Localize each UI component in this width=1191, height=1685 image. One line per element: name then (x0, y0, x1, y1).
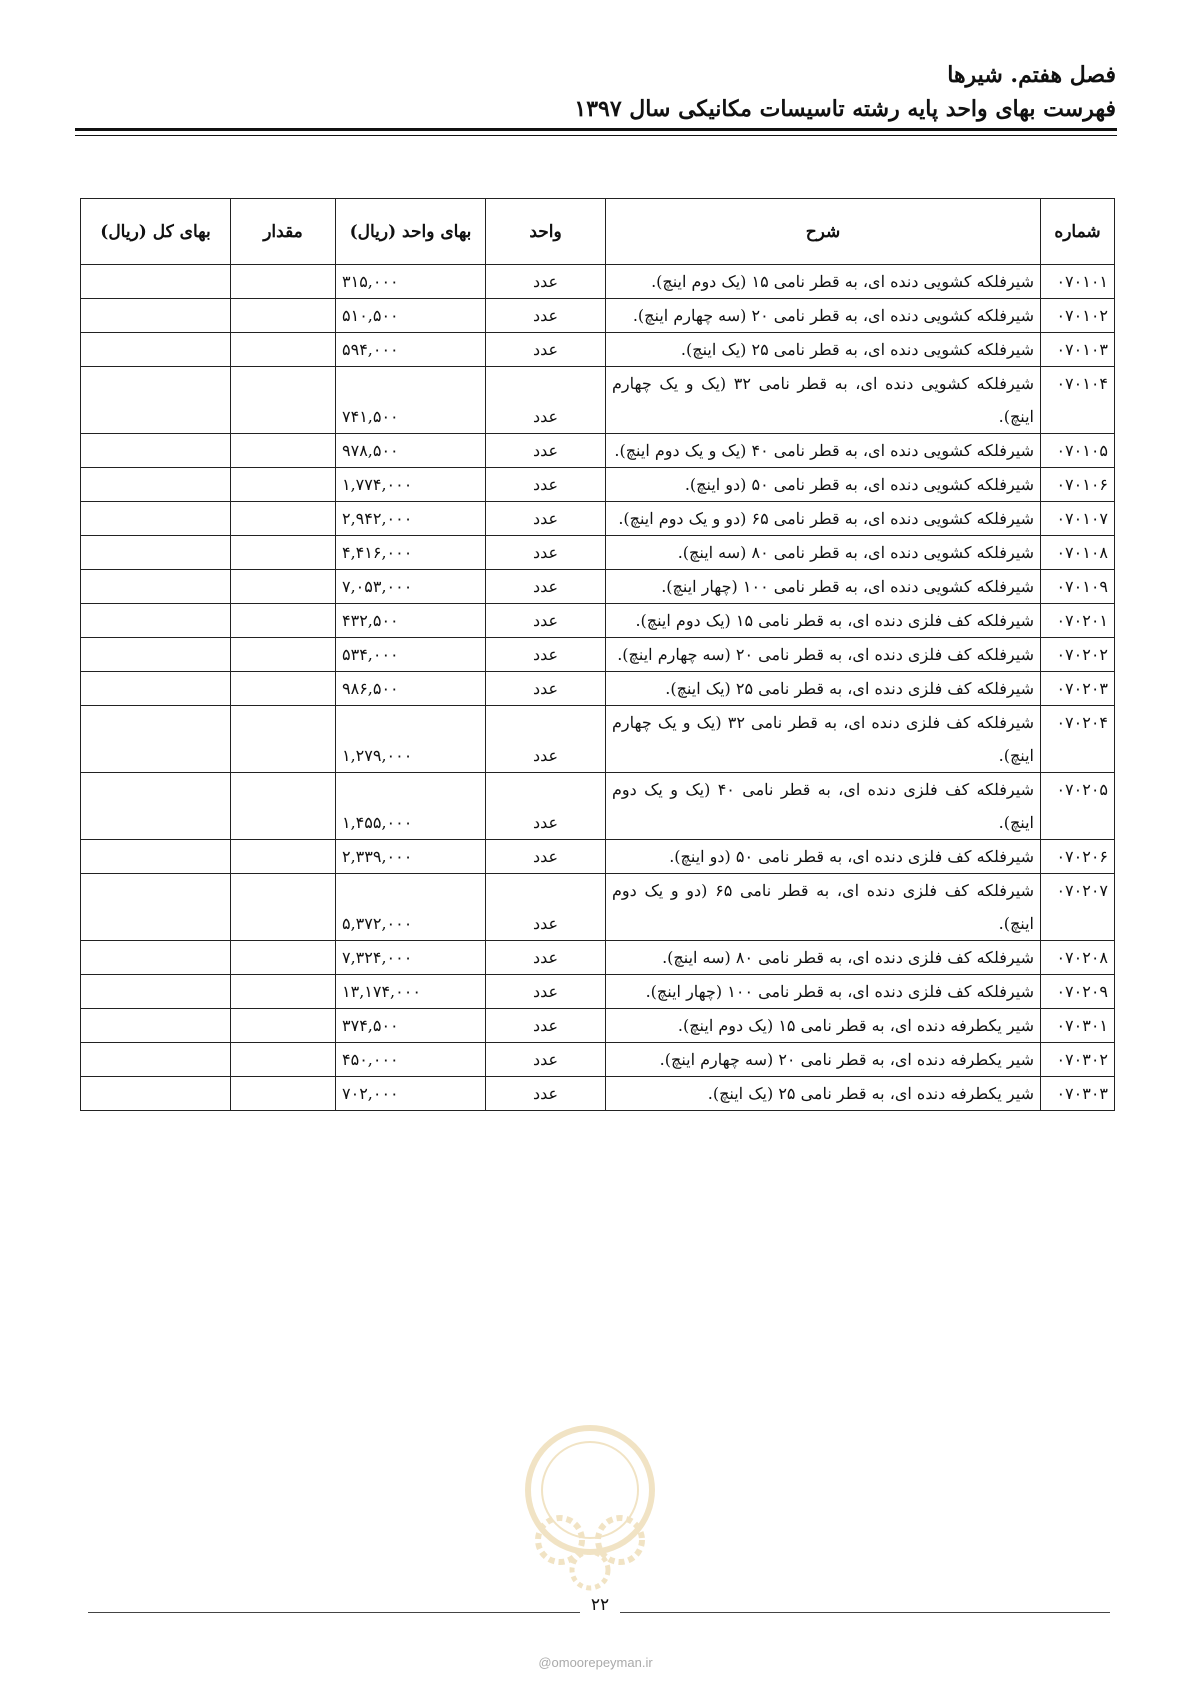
cell-number: ۰۷۰۱۰۷ (1041, 502, 1115, 536)
cell-quantity (231, 367, 336, 434)
cell-unit: عدد (486, 333, 606, 367)
gear-seal-icon (515, 1420, 665, 1600)
cell-unit-price: ۵۹۴,۰۰۰ (336, 333, 486, 367)
cell-unit-price: ۵,۳۷۲,۰۰۰ (336, 874, 486, 941)
cell-total (81, 1077, 231, 1111)
cell-description: شیرفلکه کف فلزی دنده ای، به قطر نامی ۸۰ (سه اینچ). (606, 941, 1041, 975)
cell-quantity (231, 1009, 336, 1043)
table-row (81, 604, 1115, 638)
cell-unit-price: ۹۸۶,۵۰۰ (336, 672, 486, 706)
cell-unit: عدد (486, 773, 606, 840)
cell-quantity (231, 840, 336, 874)
cell-unit-price: ۵۱۰,۵۰۰ (336, 299, 486, 333)
cell-unit: عدد (486, 638, 606, 672)
header-total: بهای کل (ریال) (81, 199, 231, 265)
cell-unit: عدد (486, 367, 606, 434)
cell-unit-price: ۲,۳۳۹,۰۰۰ (336, 840, 486, 874)
cell-description: شیر یکطرفه دنده ای، به قطر نامی ۱۵ (یک دوم اینچ). (606, 1009, 1041, 1043)
cell-unit: عدد (486, 604, 606, 638)
website-watermark: @omoorepeyman.ir (538, 1655, 653, 1670)
cell-description: شیر یکطرفه دنده ای، به قطر نامی ۲۵ (یک اینچ). (606, 1077, 1041, 1111)
cell-total (81, 299, 231, 333)
cell-unit: عدد (486, 874, 606, 941)
cell-quantity (231, 706, 336, 773)
cell-total (81, 333, 231, 367)
cell-description: شیرفلکه کشویی دنده ای، به قطر نامی ۶۵ (دو و یک دوم اینچ). (606, 502, 1041, 536)
cell-unit-price: ۱۳,۱۷۴,۰۰۰ (336, 975, 486, 1009)
cell-quantity (231, 468, 336, 502)
header-unit: واحد (486, 199, 606, 265)
cell-unit: عدد (486, 1077, 606, 1111)
cell-total (81, 502, 231, 536)
cell-description: شیرفلکه کف فلزی دنده ای، به قطر نامی ۲۰ (سه چهارم اینچ). (606, 638, 1041, 672)
table-row (81, 367, 1115, 434)
cell-number: ۰۷۰۲۰۴ (1041, 706, 1115, 773)
page-number: ۲۲ (580, 1595, 620, 1615)
cell-description: شیرفلکه کف فلزی دنده ای، به قطر نامی ۴۰ (یک و یک دوم اینچ). (606, 773, 1041, 840)
table-row (81, 468, 1115, 502)
cell-number: ۰۷۰۳۰۱ (1041, 1009, 1115, 1043)
table-row (81, 333, 1115, 367)
cell-unit: عدد (486, 672, 606, 706)
cell-unit: عدد (486, 536, 606, 570)
cell-total (81, 1043, 231, 1077)
cell-total (81, 536, 231, 570)
cell-description: شیرفلکه کشویی دنده ای، به قطر نامی ۱۰۰ (چهار اینچ). (606, 570, 1041, 604)
table-row (81, 706, 1115, 773)
table-row (81, 299, 1115, 333)
cell-number: ۰۷۰۱۰۶ (1041, 468, 1115, 502)
cell-description: شیرفلکه کشویی دنده ای، به قطر نامی ۲۵ (یک اینچ). (606, 333, 1041, 367)
cell-unit-price: ۵۳۴,۰۰۰ (336, 638, 486, 672)
table-row (81, 840, 1115, 874)
cell-unit: عدد (486, 265, 606, 299)
cell-unit: عدد (486, 434, 606, 468)
cell-unit-price: ۱,۴۵۵,۰۰۰ (336, 773, 486, 840)
cell-unit-price: ۲,۹۴۲,۰۰۰ (336, 502, 486, 536)
cell-total (81, 706, 231, 773)
chapter-title: فصل هفتم. شیرها (947, 62, 1116, 88)
cell-description: شیرفلکه کشویی دنده ای، به قطر نامی ۵۰ (دو اینچ). (606, 468, 1041, 502)
cell-total (81, 975, 231, 1009)
cell-description: شیرفلکه کف فلزی دنده ای، به قطر نامی ۵۰ (دو اینچ). (606, 840, 1041, 874)
cell-number: ۰۷۰۱۰۱ (1041, 265, 1115, 299)
header-unit-price: بهای واحد (ریال) (336, 199, 486, 265)
cell-quantity (231, 333, 336, 367)
cell-quantity (231, 975, 336, 1009)
cell-unit-price: ۷۴۱,۵۰۰ (336, 367, 486, 434)
cell-number: ۰۷۰۱۰۵ (1041, 434, 1115, 468)
cell-quantity (231, 502, 336, 536)
table-body (81, 265, 1115, 1111)
cell-quantity (231, 604, 336, 638)
cell-description: شیرفلکه کف فلزی دنده ای، به قطر نامی ۲۵ (یک اینچ). (606, 672, 1041, 706)
table-row (81, 536, 1115, 570)
table-row (81, 502, 1115, 536)
cell-total (81, 1009, 231, 1043)
cell-description: شیرفلکه کشویی دنده ای، به قطر نامی ۲۰ (سه چهارم اینچ). (606, 299, 1041, 333)
cell-number: ۰۷۰۱۰۹ (1041, 570, 1115, 604)
cell-quantity (231, 1077, 336, 1111)
cell-quantity (231, 638, 336, 672)
cell-description: شیرفلکه کف فلزی دنده ای، به قطر نامی ۳۲ (یک و یک چهارم اینچ). (606, 706, 1041, 773)
cell-quantity (231, 773, 336, 840)
cell-total (81, 570, 231, 604)
cell-unit: عدد (486, 468, 606, 502)
table-header-row (81, 199, 1115, 265)
cell-unit: عدد (486, 502, 606, 536)
cell-unit: عدد (486, 1043, 606, 1077)
table-row (81, 638, 1115, 672)
header-rule-thick (75, 128, 1117, 131)
cell-unit: عدد (486, 941, 606, 975)
cell-total (81, 874, 231, 941)
cell-quantity (231, 874, 336, 941)
cell-unit-price: ۷۰۲,۰۰۰ (336, 1077, 486, 1111)
cell-description: شیرفلکه کشویی دنده ای، به قطر نامی ۸۰ (سه اینچ). (606, 536, 1041, 570)
cell-quantity (231, 570, 336, 604)
cell-unit: عدد (486, 1009, 606, 1043)
cell-total (81, 773, 231, 840)
table-row (81, 672, 1115, 706)
page-header (66, 58, 1116, 126)
cell-total (81, 367, 231, 434)
header-quantity: مقدار (231, 199, 336, 265)
header-rule-thin (75, 135, 1117, 136)
table-row (81, 941, 1115, 975)
cell-number: ۰۷۰۲۰۱ (1041, 604, 1115, 638)
table-row (81, 874, 1115, 941)
cell-unit-price: ۱,۲۷۹,۰۰۰ (336, 706, 486, 773)
cell-total (81, 604, 231, 638)
cell-number: ۰۷۰۲۰۲ (1041, 638, 1115, 672)
cell-quantity (231, 672, 336, 706)
cell-total (81, 840, 231, 874)
table-row (81, 434, 1115, 468)
cell-description: شیرفلکه کف فلزی دنده ای، به قطر نامی ۶۵ (دو و یک دوم اینچ). (606, 874, 1041, 941)
cell-quantity (231, 434, 336, 468)
table-row (81, 975, 1115, 1009)
cell-unit: عدد (486, 840, 606, 874)
document-subtitle: فهرست بهای واحد پایه رشته تاسیسات مکانیکی سال ۱۳۹۷ (574, 96, 1116, 122)
table-row (81, 1043, 1115, 1077)
cell-total (81, 265, 231, 299)
cell-number: ۰۷۰۲۰۵ (1041, 773, 1115, 840)
cell-unit: عدد (486, 570, 606, 604)
cell-quantity (231, 265, 336, 299)
cell-unit-price: ۳۷۴,۵۰۰ (336, 1009, 486, 1043)
cell-description: شیرفلکه کشویی دنده ای، به قطر نامی ۴۰ (یک و یک دوم اینچ). (606, 434, 1041, 468)
cell-description: شیرفلکه کف فلزی دنده ای، به قطر نامی ۱۵ (یک دوم اینچ). (606, 604, 1041, 638)
cell-unit: عدد (486, 299, 606, 333)
cell-number: ۰۷۰۱۰۲ (1041, 299, 1115, 333)
cell-description: شیرفلکه کف فلزی دنده ای، به قطر نامی ۱۰۰ (چهار اینچ). (606, 975, 1041, 1009)
table-row (81, 265, 1115, 299)
price-table (80, 198, 1115, 1111)
cell-quantity (231, 1043, 336, 1077)
cell-number: ۰۷۰۱۰۸ (1041, 536, 1115, 570)
cell-unit: عدد (486, 706, 606, 773)
cell-description: شیرفلکه کشویی دنده ای، به قطر نامی ۱۵ (یک دوم اینچ). (606, 265, 1041, 299)
cell-unit: عدد (486, 975, 606, 1009)
cell-number: ۰۷۰۲۰۹ (1041, 975, 1115, 1009)
cell-number: ۰۷۰۲۰۶ (1041, 840, 1115, 874)
cell-total (81, 941, 231, 975)
cell-number: ۰۷۰۳۰۲ (1041, 1043, 1115, 1077)
table-row (81, 570, 1115, 604)
cell-unit-price: ۴۵۰,۰۰۰ (336, 1043, 486, 1077)
cell-unit-price: ۷,۳۲۴,۰۰۰ (336, 941, 486, 975)
cell-number: ۰۷۰۲۰۸ (1041, 941, 1115, 975)
cell-unit-price: ۴۳۲,۵۰۰ (336, 604, 486, 638)
cell-number: ۰۷۰۱۰۳ (1041, 333, 1115, 367)
cell-unit-price: ۹۷۸,۵۰۰ (336, 434, 486, 468)
cell-unit-price: ۴,۴۱۶,۰۰۰ (336, 536, 486, 570)
cell-description: شیر یکطرفه دنده ای، به قطر نامی ۲۰ (سه چهارم اینچ). (606, 1043, 1041, 1077)
header-number: شماره (1041, 199, 1115, 265)
cell-number: ۰۷۰۲۰۷ (1041, 874, 1115, 941)
table-row (81, 773, 1115, 840)
cell-description: شیرفلکه کشویی دنده ای، به قطر نامی ۳۲ (یک و یک چهارم اینچ). (606, 367, 1041, 434)
cell-number: ۰۷۰۱۰۴ (1041, 367, 1115, 434)
cell-unit-price: ۷,۰۵۳,۰۰۰ (336, 570, 486, 604)
cell-unit-price: ۳۱۵,۰۰۰ (336, 265, 486, 299)
cell-number: ۰۷۰۳۰۳ (1041, 1077, 1115, 1111)
header-description: شرح (606, 199, 1041, 265)
table-row (81, 1009, 1115, 1043)
cell-total (81, 468, 231, 502)
table-row (81, 1077, 1115, 1111)
cell-total (81, 638, 231, 672)
cell-total (81, 434, 231, 468)
cell-quantity (231, 299, 336, 333)
cell-quantity (231, 941, 336, 975)
cell-unit-price: ۱,۷۷۴,۰۰۰ (336, 468, 486, 502)
cell-total (81, 672, 231, 706)
cell-number: ۰۷۰۲۰۳ (1041, 672, 1115, 706)
cell-quantity (231, 536, 336, 570)
